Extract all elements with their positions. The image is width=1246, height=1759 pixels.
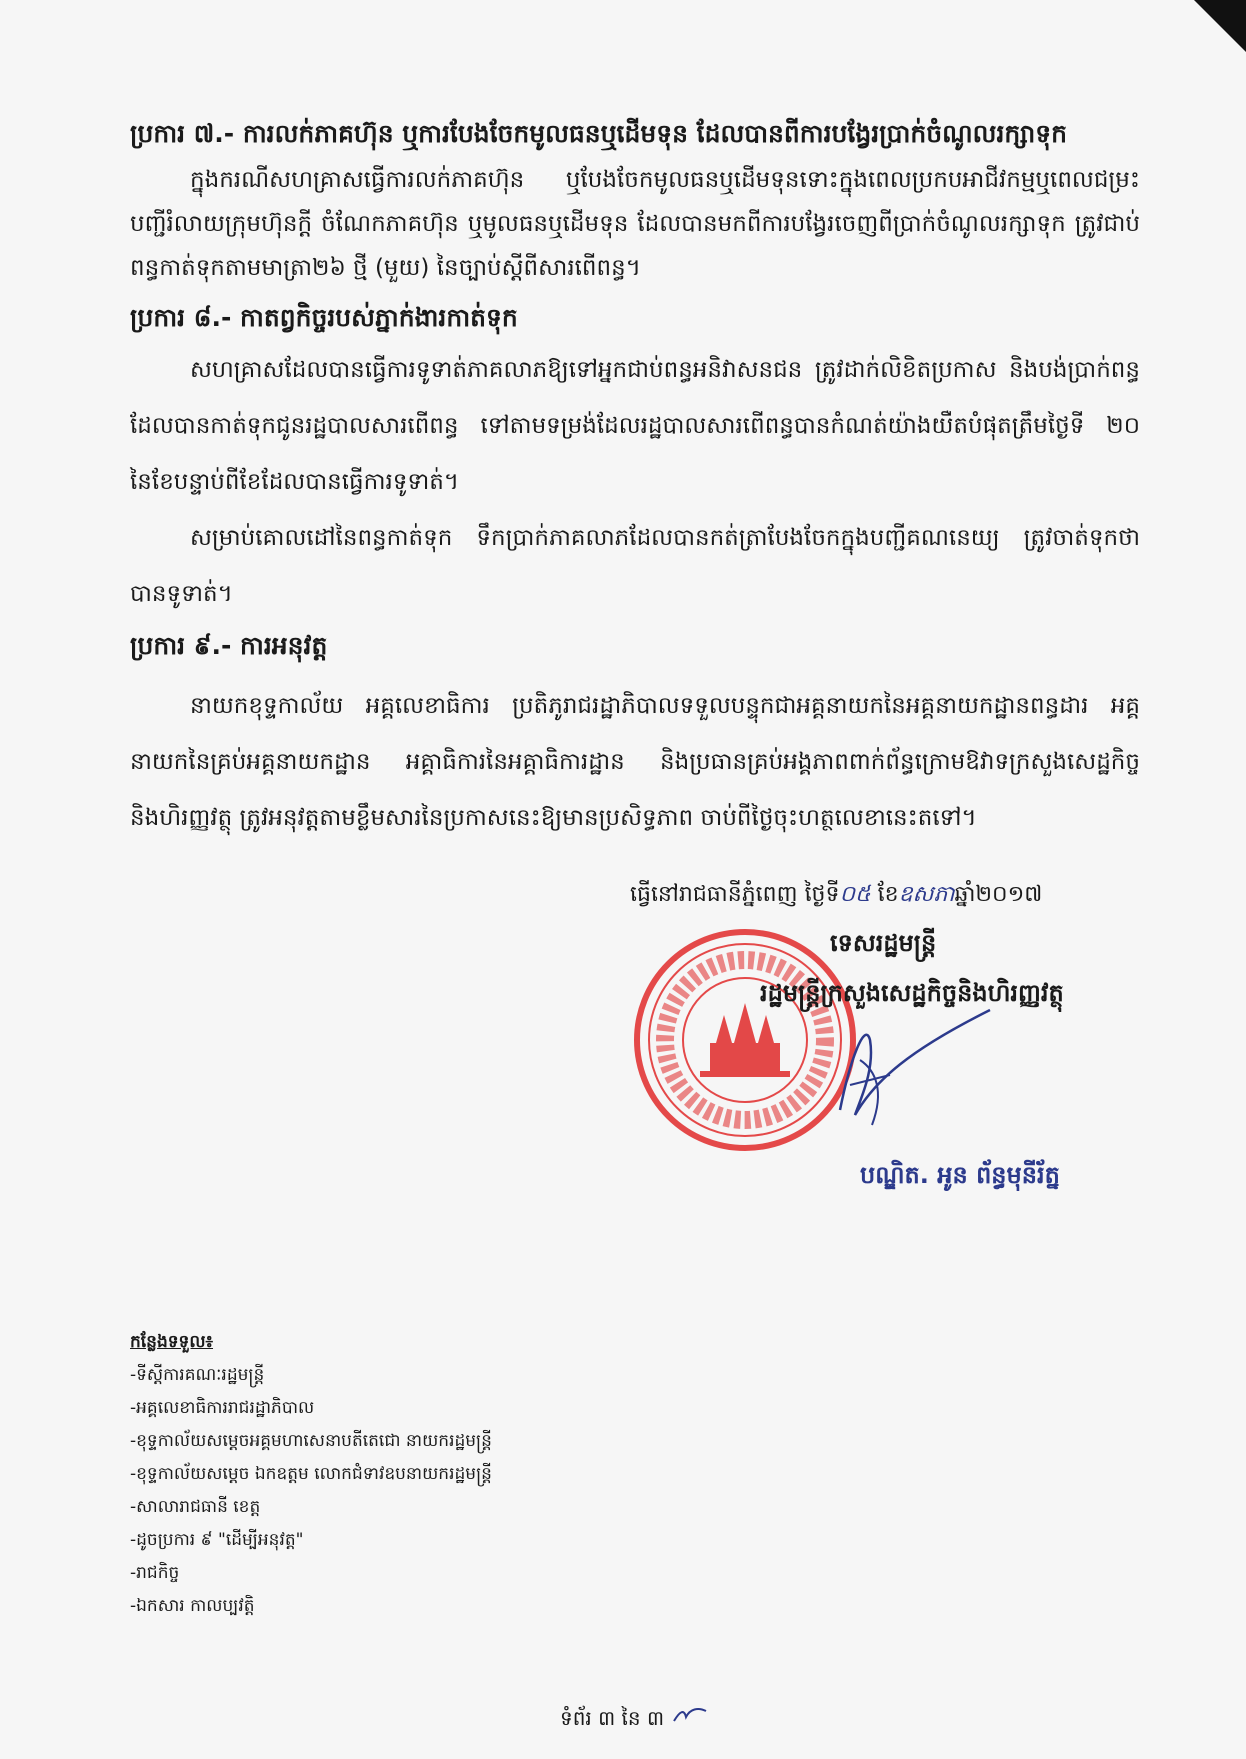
article-9-heading: ប្រការ ៩.- ការអនុវត្ត (130, 631, 328, 660)
recipient-item: -រាជកិច្ច (130, 1563, 180, 1583)
recipient-item: -សាលារាជធានី ខេត្ត (130, 1497, 261, 1517)
date-prefix: ធ្វើនៅរាជធានីភ្នំពេញ ថ្ងៃទី (630, 882, 840, 907)
article-8-paragraph-1: សហគ្រាសដែលបានធ្វើការទូទាត់ភាគលាភឱ្យទៅអ្នកជាប់ពន្ធអនិវាសនជន ត្រូវដាក់លិខិតប្រកាស និងបង់ប្រាក់ពន្ធដែលបានកាត់ទុកជូនរដ្ឋបាលសារពើពន្ធ ទៅតាមទម្រង់ដែលរដ្ឋបាលសារពើពន្ធបានកំណត់យ៉ាងយឺតបំផុតត្រឹមថ្ងៃទី ២០ នៃខែបន្ទាប់ពីខែដែលបានធ្វើការទូទាត់។ (130, 357, 1140, 495)
page-number (560, 1705, 710, 1735)
recipient-item: -ដូចប្រការ ៩ "ដើម្បីអនុវត្ត" (130, 1530, 304, 1550)
handwritten-signature (830, 1000, 1000, 1130)
recipient-item: -ខុទ្ទកាល័យសម្ដេចអគ្គមហាសេនាបតីតេជោ នាយករដ្ឋមន្ត្រី (130, 1431, 492, 1451)
recipient-item: -ខុទ្ទកាល័យសម្ដេច ឯកឧត្ដម លោកជំទាវឧបនាយករដ្ឋមន្ត្រី (130, 1464, 492, 1484)
recipient-item: -ទីស្ដីការគណៈរដ្ឋមន្ត្រី (130, 1365, 265, 1385)
date-year: ឆ្នាំ២០១៧ (954, 882, 1043, 907)
scan-corner-shadow (1194, 0, 1246, 52)
signature-block (600, 880, 1160, 1230)
article-7-paragraph: ក្នុងករណីសហគ្រាសធ្វើការលក់ភាគហ៊ុន ឬបែងចែកមូលធនឬដើមទុនទោះក្នុងពេលប្រកបអាជីវកម្មឬពេលជម្រះបញ្ជីរំលាយក្រុមហ៊ុនក្ដី ចំណែកភាគហ៊ុន ឬមូលធនឬដើមទុន ដែលបានមកពីការបង្វែរចេញពីប្រាក់ចំណូលរក្សាទុក ត្រូវជាប់ពន្ធកាត់ទុកតាមមាត្រា២៦ ថ្មី (មួយ) នៃច្បាប់ស្ដីពីសារពើពន្ធ។ (130, 167, 1140, 281)
article-9-paragraph: នាយកខុទ្ទកាល័យ អគ្គលេខាធិការ ប្រតិភូរាជរដ្ឋាភិបាលទទួលបន្ទុកជាអគ្គនាយកនៃអគ្គនាយកដ្ឋានពន្ធដារ អគ្គនាយកនៃគ្រប់អគ្គនាយកដ្ឋាន អគ្គាធិការនៃអគ្គាធិការដ្ឋាន និងប្រធានគ្រប់អង្គភាពពាក់ព័ន្ធក្រោមឱវាទក្រសួងសេដ្ឋកិច្ចនិងហិរញ្ញវត្ថុ ត្រូវអនុវត្តតាមខ្លឹមសារនៃប្រកាសនេះឱ្យមានប្រសិទ្ធភាព ចាប់ពីថ្ងៃចុះហត្ថលេខានេះតទៅ។ (130, 693, 1140, 831)
article-8-heading: ប្រការ ៨.- កាតព្វកិច្ចរបស់ភ្នាក់ងារកាត់ទុក (130, 303, 518, 332)
signatory-position: រដ្ឋមន្ត្រីក្រសួងសេដ្ឋកិច្ចនិងហិរញ្ញវត្ថុ (760, 979, 1064, 1007)
recipients-list (130, 1325, 830, 1623)
recipient-item: -អគ្គលេខាធិការរាជរដ្ឋាភិបាល (130, 1398, 315, 1418)
page-number-label: ទំព័រ ៣ នៃ ៣ (560, 1706, 665, 1730)
date-day: ០៥ (839, 882, 871, 907)
signatory-name: បណ្ឌិត. អូន ព័ន្ធមុនីរ័ត្ន (860, 1161, 1060, 1189)
date-month-prefix: ខែ (870, 882, 899, 907)
signatory-title: ទេសរដ្ឋមន្ត្រី (830, 929, 937, 957)
article-7-heading: ប្រការ ៧.- ការលក់ភាគហ៊ុន ឬការបែងចែកមូលធនឬដើមទុន ដែលបានពីការបង្វែរប្រាក់ចំណូលរក្សាទុក (130, 119, 1068, 148)
ministry-seal-stamp (630, 925, 860, 1155)
date-month: ឧសភា (898, 882, 955, 907)
document-body (130, 110, 1140, 846)
signing-date (630, 880, 1042, 912)
recipient-item: -ឯកសារ កាលប្បវត្តិ (130, 1596, 255, 1616)
initial-mark (670, 1705, 710, 1725)
recipients-title: កន្លែងទទួល៖ (130, 1332, 214, 1352)
article-8-paragraph-2: សម្រាប់គោលដៅនៃពន្ធកាត់ទុក ទឹកប្រាក់ភាគលាភដែលបានកត់ត្រាបែងចែកក្នុងបញ្ជីគណនេយ្យ ត្រូវចាត់ទុកថាបានទូទាត់។ (130, 525, 1140, 607)
